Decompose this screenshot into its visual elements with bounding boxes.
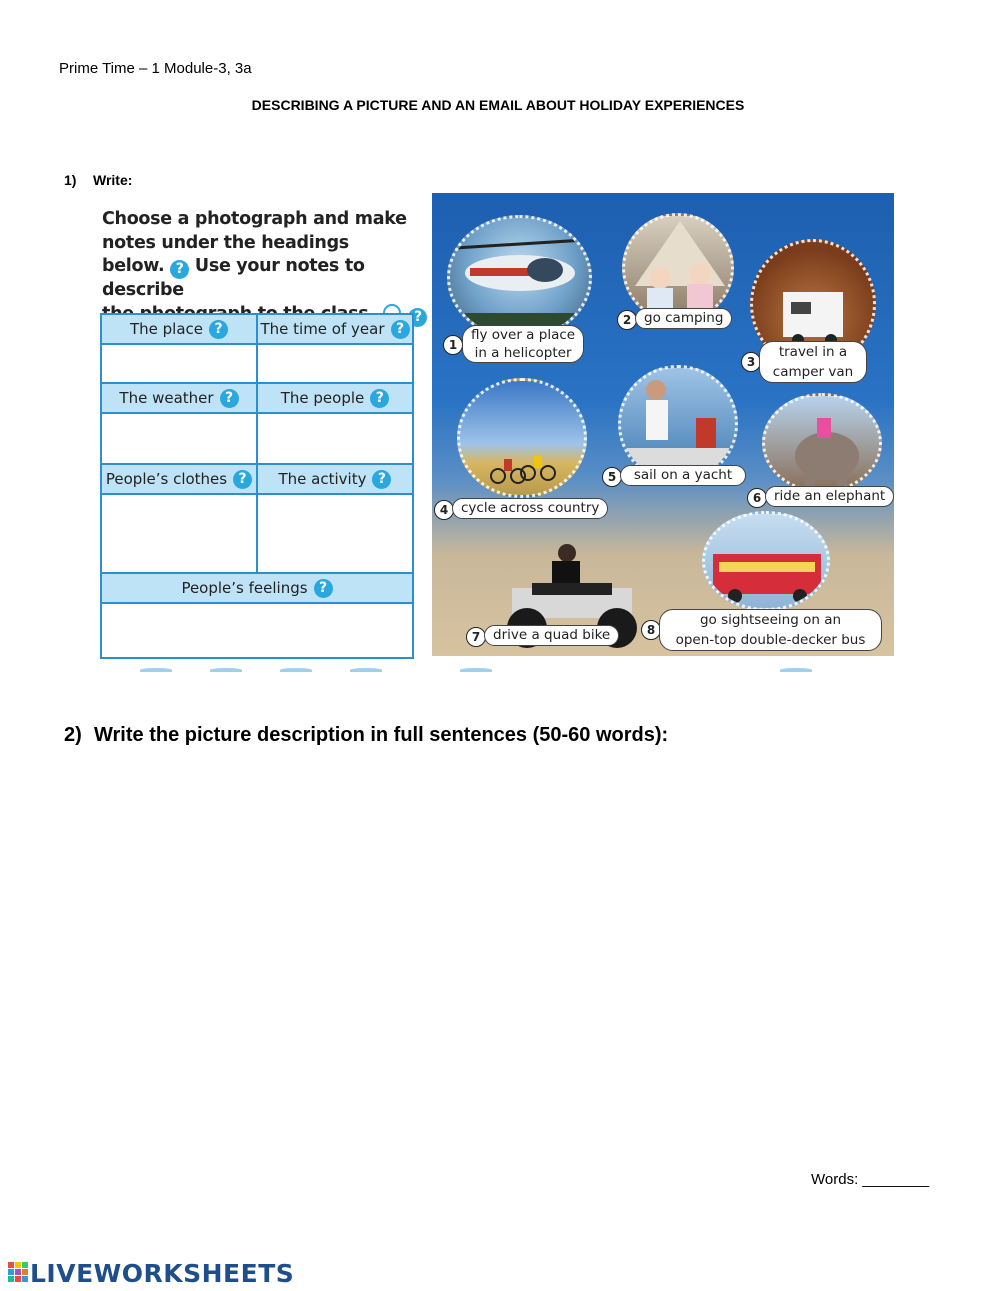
header-activity [256,463,414,495]
photo-number: 7 [466,627,486,647]
label-line: travel in a [778,344,848,360]
photo-number: 2 [617,310,637,330]
instruction-text: Use your notes to describe [102,256,365,300]
instruction-line: Choose a photograph and make [102,209,407,229]
label-line: fly over a place [471,327,576,343]
question-icon: ? [220,389,239,408]
label-line: in a helicopter [474,345,572,361]
question-1 [64,172,132,188]
camping-illustration [625,216,734,323]
header-feelings [100,572,414,604]
helicopter-photo [447,215,592,340]
header-time-of-year [256,313,414,345]
camping-photo [622,213,734,323]
header-place [100,313,258,345]
question-icon: ? [209,320,228,339]
bus-illustration [705,514,829,610]
question-icon: ? [370,389,389,408]
decorative-dot [350,668,382,672]
question-icon: ? [372,470,391,489]
answer-time-of-year[interactable] [256,343,414,384]
decorative-dot [210,668,242,672]
label-line: open-top double-decker bus [675,632,866,648]
logo-text: LIVEWORKSHEETS [30,1259,295,1288]
header-label: People’s feelings [181,579,308,597]
bus-photo [702,511,830,611]
header-label: The weather [119,389,214,407]
header-people [256,382,414,414]
header-label: The people [280,389,365,407]
decorative-dot [280,668,312,672]
decorative-dot [140,668,172,672]
photo-number: 1 [443,335,463,355]
decorative-dot [460,668,492,672]
photo-label [659,609,882,651]
cycling-photo [457,378,587,498]
header-label: The place [129,320,204,338]
photo-label [462,325,584,363]
elephant-illustration [765,396,881,492]
logo-icon [8,1262,30,1286]
photo-label: drive a quad bike [484,625,619,646]
photo-label: cycle across country [452,498,608,519]
word-count-field[interactable]: Words: ________ [811,1171,930,1188]
answer-activity[interactable] [256,493,414,574]
answer-weather[interactable] [100,412,258,465]
elephant-photo [762,393,882,493]
instructions [102,208,432,327]
label-line: camper van [772,364,854,380]
page-title: DESCRIBING A PICTURE AND AN EMAIL ABOUT HOLIDAY EXPERIENCES [251,97,745,113]
liveworksheets-logo [8,1259,294,1288]
instruction-line [102,255,432,303]
answer-people[interactable] [256,412,414,465]
question-2 [64,724,668,747]
holiday-photos-panel [432,193,894,656]
decorative-dots [140,668,870,674]
photo-label: go camping [635,308,732,329]
question-icon: ? [408,308,427,327]
header-label: The activity [278,470,367,488]
photo-number: 5 [602,467,622,487]
header-clothes [100,463,258,495]
question-1-text: Write: [93,172,133,188]
label-line: go sightseeing on an [699,612,842,628]
answer-place[interactable] [100,343,258,384]
question-icon: ? [233,470,252,489]
module-header: Prime Time – 1 Module-3, 3a [59,60,252,77]
question-icon: ? [391,320,410,339]
question-icon: ? [170,260,189,279]
photo-label: sail on a yacht [620,465,746,486]
cycling-illustration [460,381,586,497]
answer-area[interactable] [64,770,944,1150]
notes-table [100,313,414,659]
photo-number: 6 [747,488,767,508]
instruction-line: notes under the headings [102,232,349,253]
instruction-text: below. [102,256,165,276]
photo-label: ride an elephant [765,486,894,507]
answer-feelings[interactable] [100,602,414,659]
header-label: The time of year [260,320,385,338]
photo-label [759,341,867,383]
answer-clothes[interactable] [100,493,258,574]
photo-number: 8 [641,620,661,640]
decorative-dot [780,668,812,672]
helicopter-illustration [450,218,590,338]
question-2-number: 2) [64,724,82,746]
photo-number: 4 [434,500,454,520]
header-label: People’s clothes [105,470,228,488]
question-icon: ? [314,579,333,598]
header-weather [100,382,258,414]
question-1-number: 1) [64,172,77,188]
question-2-text: Write the picture description in full sentences (50-60 words): [94,724,669,746]
photo-number: 3 [741,352,761,372]
